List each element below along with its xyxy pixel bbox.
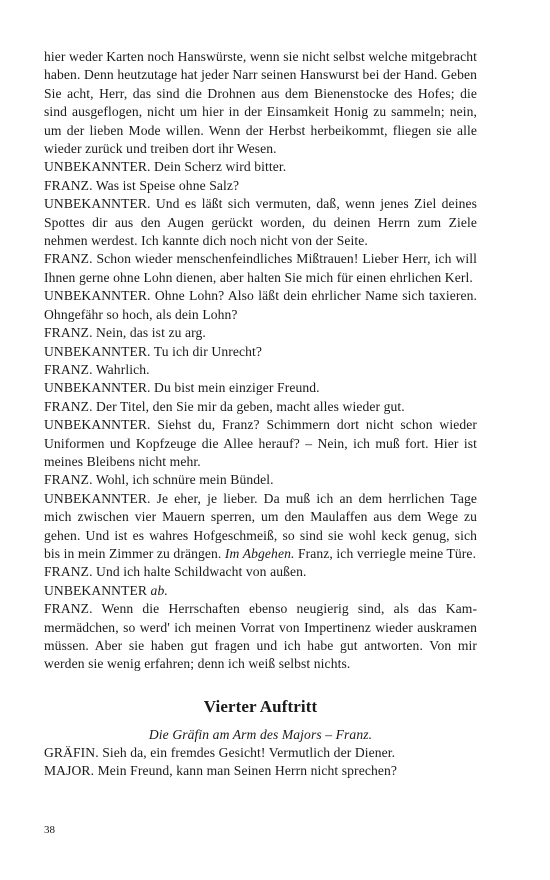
paragraph-franz-wahrlich: FRANZ. Wahrlich. (44, 361, 150, 377)
paragraph-graefin: GRÄFIN. Sieh da, ein fremdes Gesicht! Vermutlich der Diener. (44, 744, 396, 760)
text-run: Franz, ich verriegle meine Türe. (294, 545, 477, 561)
speaker-label: UNBEKANNTER (44, 582, 151, 598)
paragraph-unbekannter-ab (44, 582, 477, 600)
paragraph-unbekannter-vermuten: UNBEKANNTER. Und es läßt sich vermuten, daß, wenn jenes Ziel deines Spottes dir aus den Augen gerückt worden, du deinen Herrn zum Ziele nehmen werdest. Ich kannte dich noch nicht von der Seite. (44, 196, 477, 249)
paragraph-franz-arg: FRANZ. Nein, das ist zu arg. (44, 325, 206, 341)
paragraph-franz-misstrauen: FRANZ. Schon wieder menschenfeindliches Mißtrauen! Lieber Herr, ich will Ihnen gerne ohne Lohn dienen, aber halten Sie mich für einen ehrlichen Kerl. (44, 251, 477, 285)
paragraph-franz-speise: FRANZ. Was ist Speise ohne Salz? (44, 177, 240, 193)
paragraph-franz-titel: FRANZ. Der Titel, den Sie mir da geben, macht alles wieder gut. (44, 398, 405, 414)
paragraph-unbekannter-unrecht: UNBEKANNTER. Tu ich dir Unrecht? (44, 343, 263, 359)
paragraph-unbekannter-freund: UNBEKANNTER. Du bist mein einziger Freund. (44, 380, 320, 396)
paragraph-unbekannter-scherz: UNBEKANNTER. Dein Scherz wird bitter. (44, 159, 287, 175)
paragraph-franz-speech: hier weder Karten noch Hanswürste, wenn sie nicht selbst welche mitgebracht haben. Denn heutzutage hat jeder Narr seinen Hanswurst bei der Hand. Geben Sie acht, Herr, das sind die Drohnen aus dem Bienenstocke des Hofes; die sind ausgeflogen, nicht um hier in der Einsamkeit Honig zu sammeln; nein, um der lieben Mode willen. Wenn der Herbst herbeikommt, fliegen sie alle wieder zurück und treiben dort ihr Wesen. (44, 49, 477, 157)
paragraph-franz-buendel: FRANZ. Wohl, ich schnüre mein Bündel. (44, 472, 274, 488)
paragraph-unbekannter-je-eher (44, 490, 477, 564)
paragraph-franz-schildwacht: FRANZ. Und ich halte Schildwacht von außen. (44, 564, 307, 580)
paragraph-unbekannter-uniformen: UNBEKANNTER. Siehst du, Franz? Schimmern dort nicht schon wieder Uniformen und Kopfzeuge die Allee herauf? – Nein, ich muß fort. Hier ist meines Bleibens nicht mehr. (44, 417, 477, 469)
stage-direction-inline: Im Abgehen. (224, 545, 295, 561)
scene-heading: Vierter Auftritt (203, 696, 318, 716)
book-page (44, 48, 477, 781)
paragraph-major: MAJOR. Mein Freund, kann man Seinen Herrn nicht sprechen? (44, 763, 398, 779)
paragraph-franz-herrschaften: FRANZ. Wenn die Herrschaften ebenso neugierig sind, als das Kammermädchen, so werd' ich meinen Vorrat von Impertinenz wieder auskramen müssen. Aber sie haben gut fragen und ich habe gut antworten. Von mir werden sie wenig erfahren; denn ich weiß selbst nichts. (44, 601, 477, 672)
stage-direction-inline: ab. (150, 582, 168, 598)
paragraph-unbekannter-lohn: UNBEKANNTER. Ohne Lohn? Also läßt dein ehrlicher Name sich taxieren. Ohngefähr so hoch, als dein Lohn? (44, 288, 477, 322)
scene-stage-direction: Die Gräfin am Arm des Majors – Franz. (148, 726, 373, 742)
page-number: 38 (44, 824, 55, 836)
text-run: UNBEKANNTER. Je eher, je lieber. Da muß ich an dem herrlichen Tage mich zwischen vier Mauern sperren, um den Maulaffen aus dem Wege zu gehen. Und ist es wahres Hofgeschmeiß, so sind sie wohl keck genug, sich bis in mein Zimmer zu drängen. (44, 490, 477, 561)
